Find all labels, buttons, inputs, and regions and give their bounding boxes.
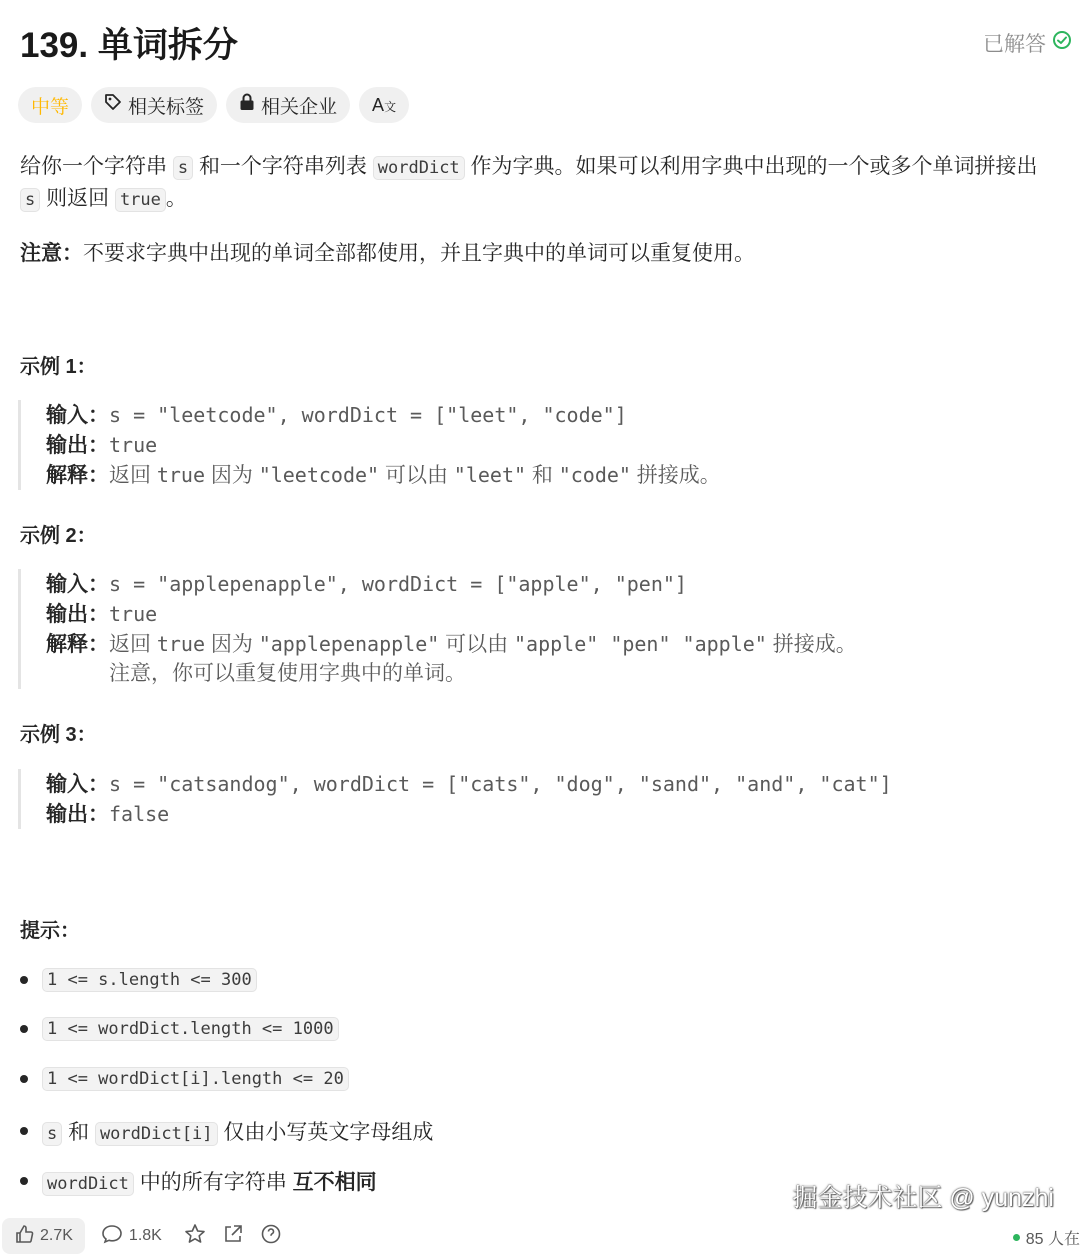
solved-status <box>983 28 1072 58</box>
difficulty-tag[interactable]: 中等 <box>18 87 82 123</box>
example-3-heading: 示例 3： <box>20 724 97 746</box>
note-label: 注意： <box>20 242 83 265</box>
share-icon <box>222 1223 244 1250</box>
example-output: true <box>109 433 158 457</box>
example-explanation: 解释：返回 true 因为 "applepenapple" 可以由 "apple" "pen" "apple" 拼接成。 <box>46 632 857 656</box>
translate-icon: A文 <box>372 94 397 115</box>
bottom-toolbar <box>0 1218 1084 1244</box>
example-explanation-note: 注意，你可以重复使用字典中的单词。 <box>109 662 466 685</box>
inline-code: true <box>115 188 166 212</box>
constraint-item: 1 <= wordDict[i].length <= 20 <box>20 1067 349 1091</box>
translate-toggle-button[interactable] <box>359 87 409 123</box>
explanation-segment: 因为 <box>205 464 259 487</box>
explanation-segment: "applepenapple" <box>258 632 440 656</box>
constraint-item: 1 <= s.length <= 300 <box>20 968 257 992</box>
constraint-item: 1 <= wordDict.length <= 1000 <box>20 1017 339 1041</box>
constraint-item: s 和 wordDict[i] 仅由小写英文字母组成 <box>20 1116 433 1146</box>
watermark: 掘金技术社区 @ yunzhi <box>792 1184 1054 1212</box>
check-circle-icon <box>1052 30 1072 56</box>
example-1-heading: 示例 1： <box>20 356 97 378</box>
explanation-segment: "leetcode" <box>258 463 380 487</box>
example-3-block: 输入：s = "catsandog", wordDict = ["cats", "dog", "sand", "and", "cat"] 输出：false <box>18 769 892 829</box>
explanation-segment: true <box>156 463 206 487</box>
comment-count: 1.8K <box>128 1227 162 1244</box>
explanation-segment: "code" <box>558 463 631 487</box>
example-input: s = "applepenapple", wordDict = ["apple", "pen"] <box>109 572 687 596</box>
description-line-2: s 则返回 true 。 <box>20 182 187 212</box>
online-count: 85 人在 <box>1013 1226 1080 1249</box>
tag-bar <box>18 87 409 123</box>
example-output: false <box>109 802 170 826</box>
like-count: 2.7K <box>40 1227 73 1244</box>
explanation-segment: 拼接成。 <box>630 464 721 487</box>
explanation-segment: 拼接成。 <box>766 633 857 656</box>
example-input: s = "catsandog", wordDict = ["cats", "dog", "sand", "and", "cat"] <box>109 772 892 796</box>
example-2-block: 输入：s = "applepenapple", wordDict = ["apple", "pen"] 输出：true 解释：返回 true 因为 "applepenapple" 可以由 "apple" "pen" "apple" 拼接成。 注意，你可以重复使用字典中的单词。 <box>18 569 857 689</box>
comment-icon <box>101 1224 123 1249</box>
example-input: s = "leetcode", wordDict = ["leet", "code"] <box>109 403 627 427</box>
share-button[interactable] <box>222 1218 244 1254</box>
explanation-segment: "leet" <box>453 463 527 487</box>
constraints-heading: 提示： <box>20 920 80 942</box>
explanation-segment: true <box>156 632 206 656</box>
star-icon <box>184 1223 206 1250</box>
explanation-segment: "apple" "pen" "apple" <box>513 632 767 656</box>
example-2-heading: 示例 2： <box>20 525 97 547</box>
tag-icon <box>104 93 122 117</box>
help-button[interactable] <box>260 1218 282 1254</box>
explanation-segment: 可以由 <box>379 464 454 487</box>
related-tags-button[interactable] <box>91 87 217 123</box>
related-tags-label: 相关标签 <box>128 96 205 118</box>
comments-button[interactable] <box>101 1218 162 1254</box>
explanation-segment: 和 <box>526 464 559 487</box>
inline-code: s <box>20 188 40 212</box>
inline-code: s <box>173 156 193 180</box>
example-1-block: 输入：s = "leetcode", wordDict = ["leet", "code"] 输出：true 解释：返回 true 因为 "leetcode" 可以由 "leet" 和 "code" 拼接成。 <box>18 400 721 490</box>
note-paragraph <box>20 237 755 267</box>
constraint-item: wordDict 中的所有字符串 互不相同 <box>20 1166 377 1196</box>
description-line-1: 给你一个字符串 s 和一个字符串列表 wordDict 作为字典。如果可以利用字典中出现的一个或多个单词拼接出 <box>20 155 1038 178</box>
thumbs-up-icon <box>14 1224 34 1249</box>
explanation-segment: 返回 <box>109 633 157 656</box>
example-output: true <box>109 602 158 626</box>
explanation-segment: 因为 <box>205 633 259 656</box>
like-button[interactable] <box>2 1218 85 1254</box>
problem-title: 139. 单词拆分 <box>20 26 238 65</box>
solved-label: 已解答 <box>983 33 1046 56</box>
related-companies-label: 相关企业 <box>261 96 338 118</box>
note-text: 不要求字典中出现的单词全部都使用，并且字典中的单词可以重复使用。 <box>83 242 755 265</box>
explanation-segment: 可以由 <box>439 633 514 656</box>
related-companies-button[interactable] <box>226 87 350 123</box>
explanation-segment: 返回 <box>109 464 157 487</box>
example-explanation: 解释：返回 true 因为 "leetcode" 可以由 "leet" 和 "code" 拼接成。 <box>46 463 721 487</box>
question-icon <box>260 1223 282 1250</box>
favorite-button[interactable] <box>178 1218 206 1254</box>
lock-icon <box>239 93 255 117</box>
inline-code: wordDict <box>373 156 465 180</box>
